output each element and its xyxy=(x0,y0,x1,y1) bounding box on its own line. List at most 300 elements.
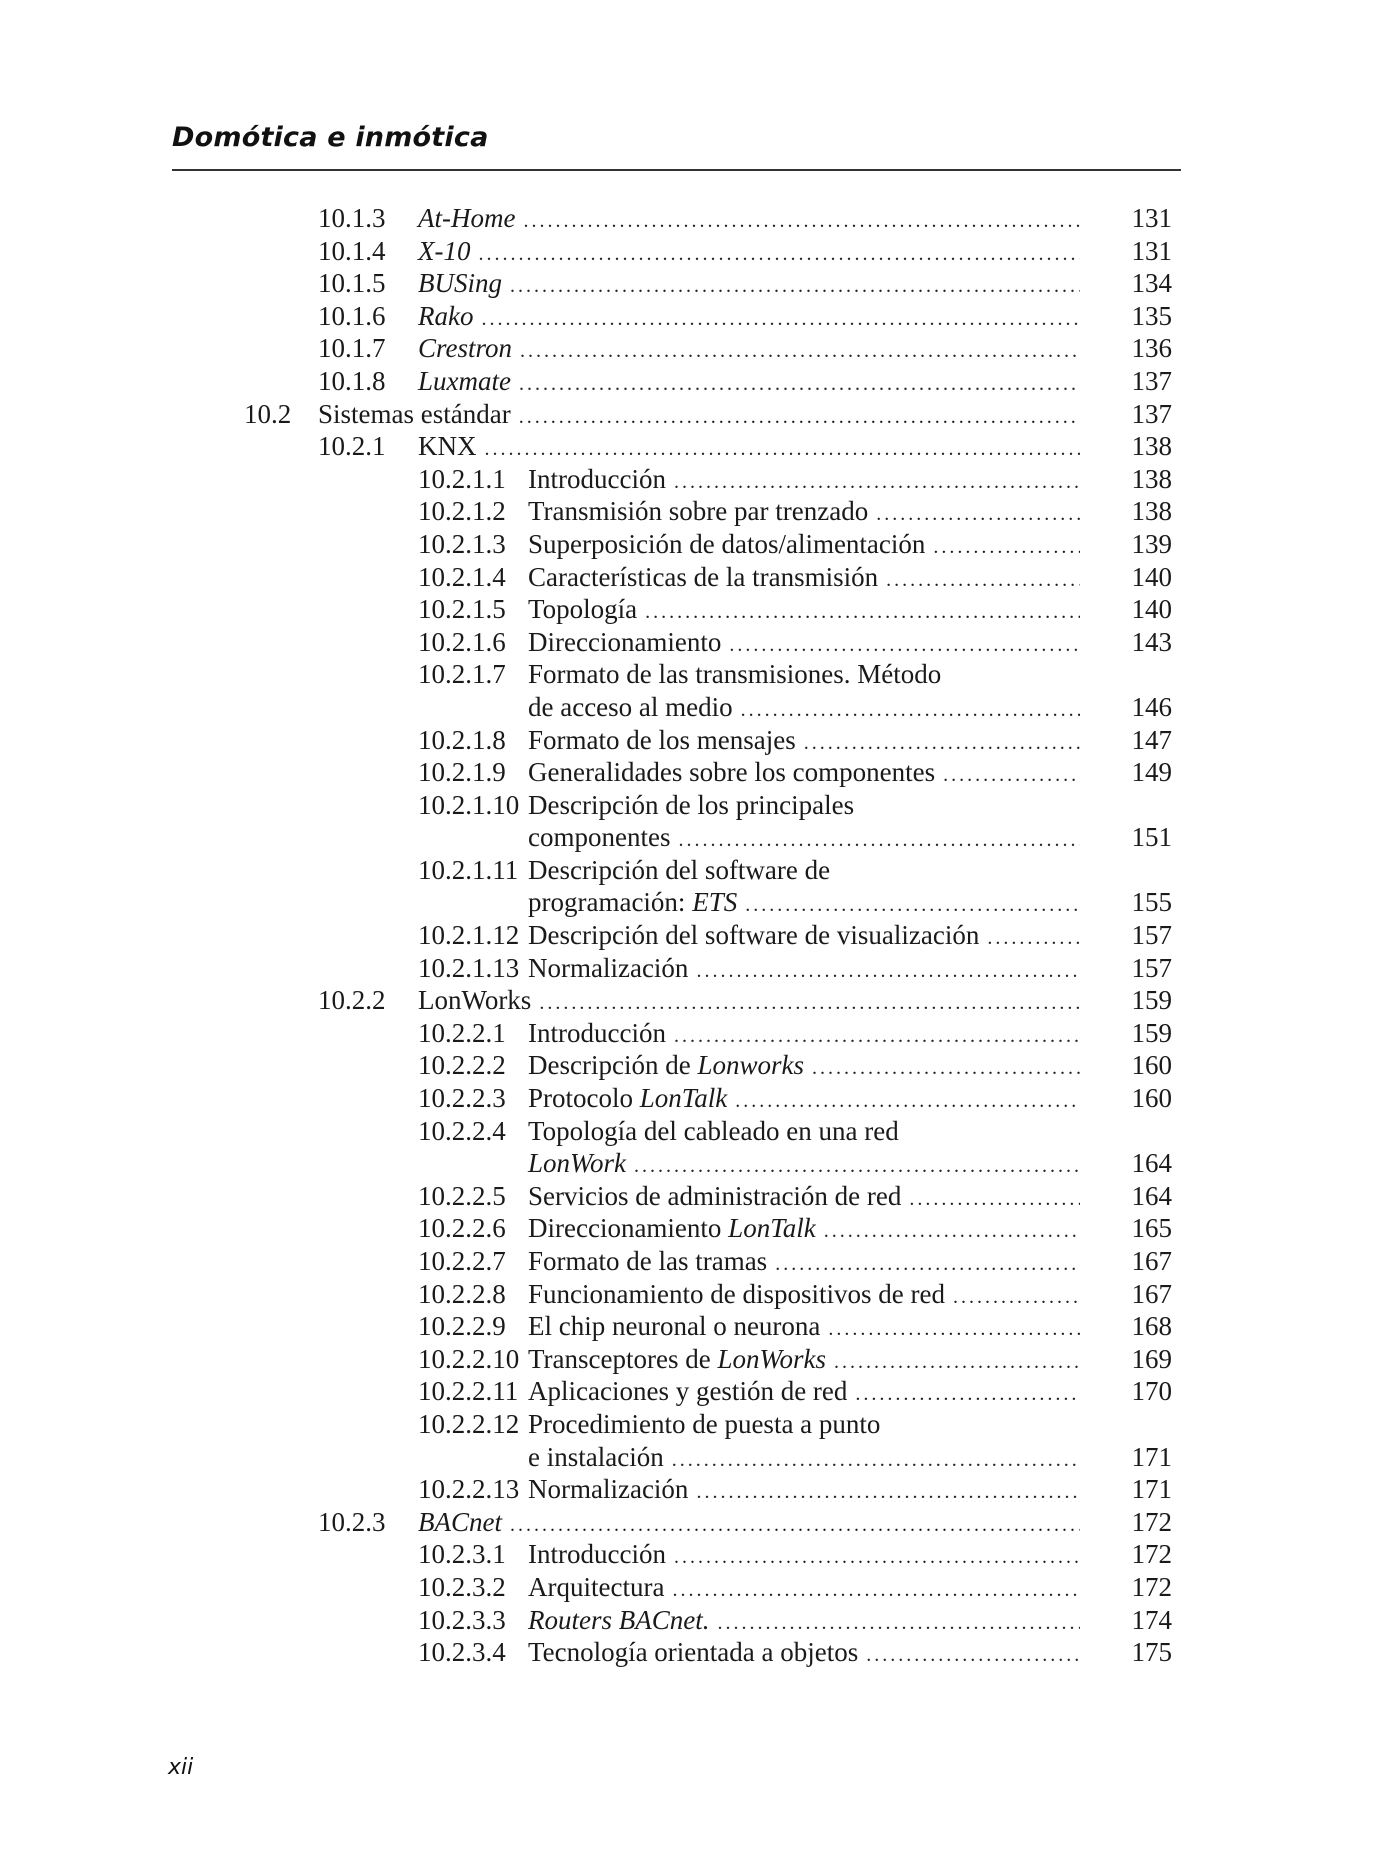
toc-entry-title-box xyxy=(528,1375,1080,1411)
dot-leader xyxy=(520,335,1080,368)
toc-entry-title-box xyxy=(528,658,1080,691)
toc-entry-title xyxy=(528,495,876,528)
toc-entry-title xyxy=(418,430,485,463)
toc-entry xyxy=(0,886,1377,919)
dot-leader xyxy=(510,270,1080,303)
toc-entry-title xyxy=(528,724,804,757)
toc-entry-title-box xyxy=(528,463,1080,499)
toc-entry-page-number: 151 xyxy=(1131,822,1172,853)
dot-leader xyxy=(804,727,1080,760)
toc-entry-page-number: 131 xyxy=(1131,203,1172,233)
toc-entry-title-text: Generalidades sobre los componentes xyxy=(528,757,936,788)
toc-entry-title xyxy=(528,1375,855,1408)
dot-leader xyxy=(775,1248,1080,1281)
toc-entry-page-number: 159 xyxy=(1131,1017,1172,1048)
toc-entry-title-text: Normalización xyxy=(528,952,689,983)
toc-entry xyxy=(0,1441,1377,1474)
toc-entry xyxy=(0,300,1377,333)
toc-entry-title-text: e instalación xyxy=(528,1441,664,1472)
toc-entry xyxy=(0,691,1377,724)
toc-entry-title-text: LonWorks xyxy=(418,985,532,1016)
toc-entry-title-box xyxy=(528,1604,1080,1640)
toc-entry-page-number: 167 xyxy=(1131,1278,1172,1309)
toc-entry-page-number: 138 xyxy=(1131,496,1172,527)
toc-entry-title xyxy=(528,1082,735,1115)
toc-entry-number: 10.2.2.5 xyxy=(418,1180,506,1211)
toc-entry-title-text: El chip neuronal o neurona xyxy=(528,1311,821,1342)
toc-entry-page-number: 157 xyxy=(1131,952,1172,983)
toc-entry xyxy=(0,756,1377,789)
toc-entry-number: 10.2.2.8 xyxy=(418,1278,506,1309)
toc-entry xyxy=(0,1180,1377,1213)
toc-entry-title-box xyxy=(528,1245,1080,1281)
toc-entry-title-box xyxy=(528,1571,1080,1607)
dot-leader xyxy=(678,824,1080,857)
toc-entry-title-box xyxy=(528,528,1080,564)
toc-entry-title-box xyxy=(418,365,1080,401)
toc-entry-page-number: 131 xyxy=(1131,235,1172,266)
dot-leader xyxy=(674,1020,1080,1053)
toc-entry-title-text: X-10 xyxy=(418,235,471,266)
toc-entry-title xyxy=(528,1571,672,1604)
toc-entry-title-text: At-Home xyxy=(418,203,516,233)
toc-entry-title-text: Descripción del software de visualización xyxy=(528,920,980,951)
toc-entry-page-number: 140 xyxy=(1131,561,1172,592)
toc-entry xyxy=(0,1147,1377,1180)
toc-entry-number: 10.2.1.13 xyxy=(418,952,520,983)
toc-entry-title-text: Arquitectura xyxy=(528,1571,665,1602)
toc-entry xyxy=(0,1375,1377,1408)
toc-entry-title-text: Características de la transmisión xyxy=(528,561,879,592)
toc-entry-title xyxy=(528,1212,824,1245)
table-of-contents xyxy=(0,202,1377,1669)
toc-entry-number: 10.1.5 xyxy=(318,268,386,299)
toc-entry xyxy=(0,984,1377,1017)
toc-entry-number: 10.2 xyxy=(244,398,292,429)
toc-entry-page-number: 172 xyxy=(1131,1506,1172,1537)
toc-entry-number: 10.2.2.4 xyxy=(418,1115,506,1146)
toc-entry xyxy=(0,1571,1377,1604)
toc-entry-title-box xyxy=(528,1310,1080,1346)
toc-entry-title-italic: LonWorks xyxy=(717,1343,826,1374)
toc-entry-page-number: 174 xyxy=(1131,1604,1172,1635)
toc-entry-title-text: Servicios de administración de red xyxy=(528,1180,902,1211)
toc-entry-title-box xyxy=(528,1049,1080,1085)
toc-entry-title-box xyxy=(528,593,1080,629)
toc-entry-title xyxy=(528,1441,672,1474)
toc-entry xyxy=(0,1245,1377,1278)
toc-entry-title-text: Descripción del software de xyxy=(528,854,831,885)
toc-entry xyxy=(0,267,1377,300)
toc-entry-page-number: 172 xyxy=(1131,1571,1172,1602)
toc-entry xyxy=(0,1604,1377,1637)
toc-entry xyxy=(0,1278,1377,1311)
toc-entry xyxy=(0,1408,1377,1441)
toc-entry-title xyxy=(528,1180,909,1213)
toc-entry-title-text: Tecnología orientada a objetos xyxy=(528,1637,859,1668)
toc-entry-title-box xyxy=(528,724,1080,760)
dot-leader xyxy=(481,303,1080,336)
toc-entry-number: 10.2.2 xyxy=(318,985,386,1016)
toc-entry-title-text: Transmisión sobre par trenzado xyxy=(528,496,869,527)
toc-entry xyxy=(0,821,1377,854)
toc-entry-page-number: 171 xyxy=(1131,1474,1172,1505)
toc-entry-title-text: Direccionamiento xyxy=(528,1213,729,1244)
toc-entry-title-text: Protocolo xyxy=(528,1083,640,1114)
toc-entry xyxy=(0,1636,1377,1669)
toc-entry-title-box xyxy=(418,202,1080,238)
toc-entry-title xyxy=(528,1473,696,1506)
toc-entry-title-box xyxy=(418,1506,1080,1542)
toc-entry-title xyxy=(528,593,645,626)
toc-entry-title-text: Sistemas estándar xyxy=(318,398,511,429)
toc-entry-title-box xyxy=(418,235,1080,271)
toc-entry-number: 10.2.1.9 xyxy=(418,757,506,788)
toc-entry-number: 10.2.2.11 xyxy=(418,1376,519,1407)
toc-entry-title-text: Descripción de xyxy=(528,1050,698,1081)
dot-leader xyxy=(729,629,1080,662)
toc-entry xyxy=(0,789,1377,822)
toc-entry-title-text: Rako xyxy=(418,300,474,331)
toc-entry-page-number: 146 xyxy=(1131,691,1172,722)
toc-entry-title-box xyxy=(528,1082,1080,1118)
toc-entry-title-box xyxy=(528,1212,1080,1248)
toc-entry-title-box xyxy=(528,1441,1080,1477)
toc-entry-number: 10.2.1.1 xyxy=(418,463,506,494)
toc-entry-title-italic: LonTalk xyxy=(728,1213,816,1244)
toc-entry-page-number: 159 xyxy=(1131,985,1172,1016)
toc-entry-page-number: 147 xyxy=(1131,724,1172,755)
toc-entry-title xyxy=(528,919,987,952)
dot-leader xyxy=(672,1574,1080,1607)
toc-entry-title xyxy=(528,626,729,659)
toc-entry-number: 10.2.1 xyxy=(318,431,386,462)
toc-entry-title-box xyxy=(528,1636,1080,1672)
toc-entry-title xyxy=(528,821,678,854)
toc-entry-number: 10.1.6 xyxy=(318,300,386,331)
toc-entry-number: 10.2.2.12 xyxy=(418,1408,520,1439)
toc-entry-page-number: 175 xyxy=(1131,1637,1172,1668)
dot-leader xyxy=(672,1444,1080,1477)
toc-entry xyxy=(0,952,1377,985)
toc-entry-page-number: 135 xyxy=(1131,300,1172,331)
toc-entry-number: 10.2.2.2 xyxy=(418,1050,506,1081)
toc-entry-number: 10.1.7 xyxy=(318,333,386,364)
toc-entry-number: 10.2.2.7 xyxy=(418,1246,506,1276)
toc-entry-title-text: Introducción xyxy=(528,463,666,494)
toc-entry-title-box xyxy=(528,919,1080,955)
toc-entry-title-box xyxy=(528,821,1080,857)
toc-entry-page-number: 164 xyxy=(1131,1180,1172,1211)
toc-entry-title-text: Formato de las tramas xyxy=(528,1246,768,1276)
toc-entry-title xyxy=(528,886,745,919)
toc-entry-title-text: Transceptores de xyxy=(528,1343,718,1374)
toc-entry-title xyxy=(418,235,478,268)
toc-entry-number: 10.2.1.8 xyxy=(418,724,506,755)
dot-leader xyxy=(539,987,1080,1020)
toc-entry-title xyxy=(528,1538,674,1571)
toc-entry xyxy=(0,626,1377,659)
toc-entry-number: 10.2.3 xyxy=(318,1506,386,1537)
toc-entry xyxy=(0,1082,1377,1115)
dot-leader xyxy=(855,1378,1080,1411)
toc-entry-number: 10.2.3.3 xyxy=(418,1604,506,1635)
toc-entry-title xyxy=(528,691,741,724)
toc-entry-page-number: 169 xyxy=(1131,1343,1172,1374)
toc-entry-number: 10.2.1.12 xyxy=(418,920,520,951)
toc-entry xyxy=(0,1017,1377,1050)
toc-entry-title xyxy=(528,1115,907,1148)
dot-leader xyxy=(812,1052,1080,1085)
toc-entry-title-text: Descripción de los principales xyxy=(528,789,855,820)
toc-entry-title-box xyxy=(318,398,1080,434)
toc-entry-title-italic: LonTalk xyxy=(639,1083,728,1114)
toc-entry-number: 10.2.1.2 xyxy=(418,496,506,527)
toc-entry-page-number: 168 xyxy=(1131,1311,1172,1342)
toc-entry-title xyxy=(418,332,520,365)
toc-entry-number: 10.2.3.2 xyxy=(418,1571,506,1602)
toc-entry-number: 10.2.1.5 xyxy=(418,594,506,625)
header-rule xyxy=(172,169,1181,171)
toc-entry-title xyxy=(418,202,523,235)
toc-entry-title xyxy=(418,300,481,333)
toc-entry-title-text: Aplicaciones y gestión de red xyxy=(528,1376,848,1407)
toc-entry xyxy=(0,365,1377,398)
toc-entry-title-box xyxy=(418,332,1080,368)
dot-leader xyxy=(634,1150,1080,1183)
toc-entry-number: 10.2.1.7 xyxy=(418,659,506,690)
dot-leader xyxy=(645,596,1080,629)
toc-entry-title-box xyxy=(528,495,1080,531)
page-folio: xii xyxy=(168,1755,194,1780)
toc-entry-number: 10.2.2.9 xyxy=(418,1311,506,1342)
toc-entry-page-number: 172 xyxy=(1131,1539,1172,1570)
toc-entry-title-text: Normalización xyxy=(528,1474,689,1505)
toc-entry-number: 10.2.2.10 xyxy=(418,1343,520,1374)
dot-leader xyxy=(696,1476,1080,1509)
toc-entry-page-number: 143 xyxy=(1131,626,1172,657)
toc-entry-page-number: 149 xyxy=(1131,757,1172,788)
dot-leader xyxy=(519,368,1080,401)
toc-entry-number: 10.2.3.1 xyxy=(418,1539,506,1570)
toc-entry-title-text: programación: xyxy=(528,887,693,918)
dot-leader xyxy=(741,694,1080,727)
toc-entry-page-number: 155 xyxy=(1131,887,1172,918)
toc-entry-page-number: 171 xyxy=(1131,1441,1172,1472)
toc-entry-title xyxy=(528,1604,717,1637)
toc-entry-title-box xyxy=(528,1408,1080,1441)
toc-entry-title xyxy=(528,756,943,789)
toc-entry-number: 10.2.3.4 xyxy=(418,1637,506,1668)
toc-entry-title-italic: Lonworks xyxy=(697,1050,804,1081)
dot-leader xyxy=(519,401,1080,434)
toc-entry-title xyxy=(528,463,674,496)
dot-leader xyxy=(909,1183,1080,1216)
toc-entry-title-box xyxy=(418,984,1080,1020)
dot-leader xyxy=(510,1509,1080,1542)
toc-entry-title xyxy=(528,1049,812,1082)
toc-entry xyxy=(0,1343,1377,1376)
toc-entry xyxy=(0,1212,1377,1245)
dot-leader xyxy=(478,238,1080,271)
toc-entry-title-box xyxy=(528,789,1080,822)
toc-entry xyxy=(0,724,1377,757)
dot-leader xyxy=(674,466,1080,499)
toc-entry-page-number: 164 xyxy=(1131,1148,1172,1179)
toc-entry-page-number: 170 xyxy=(1131,1376,1172,1407)
toc-entry-title-italic: LonWork xyxy=(528,1148,627,1179)
toc-entry xyxy=(0,332,1377,365)
toc-entry-number: 10.2.1.6 xyxy=(418,626,506,657)
toc-entry-title xyxy=(318,398,519,431)
toc-entry xyxy=(0,1049,1377,1082)
toc-entry-title-text: Direccionamiento xyxy=(528,626,722,657)
toc-entry-title xyxy=(528,1278,953,1311)
dot-leader xyxy=(696,955,1080,988)
toc-entry-page-number: 160 xyxy=(1131,1083,1172,1114)
toc-entry-number: 10.2.1.11 xyxy=(418,854,519,885)
toc-entry-title-text: BUSing xyxy=(418,268,502,299)
toc-entry xyxy=(0,1538,1377,1571)
toc-entry-number: 10.2.1.4 xyxy=(418,561,506,592)
dot-leader xyxy=(485,433,1081,466)
toc-entry xyxy=(0,430,1377,463)
toc-entry xyxy=(0,1115,1377,1148)
toc-entry-page-number: 136 xyxy=(1131,333,1172,364)
toc-entry-title-box xyxy=(528,854,1080,887)
toc-entry-title-text: Superposición de datos/alimentación xyxy=(528,528,926,559)
dot-leader xyxy=(953,1281,1080,1314)
toc-entry xyxy=(0,235,1377,268)
toc-entry-title-text: Procedimiento de puesta a punto xyxy=(528,1408,881,1439)
toc-entry-title-box xyxy=(528,561,1080,597)
toc-entry xyxy=(0,528,1377,561)
dot-leader xyxy=(943,759,1080,792)
toc-entry-title xyxy=(528,1310,828,1343)
dot-leader xyxy=(717,1607,1080,1640)
dot-leader xyxy=(828,1313,1080,1346)
toc-entry-number: 10.1.4 xyxy=(318,235,386,266)
dot-leader xyxy=(866,1639,1080,1672)
toc-entry-page-number: 157 xyxy=(1131,920,1172,951)
toc-entry-title-box xyxy=(528,886,1080,922)
toc-entry-title-text: Introducción xyxy=(528,1017,666,1048)
toc-entry xyxy=(0,1506,1377,1539)
toc-entry xyxy=(0,398,1377,431)
toc-entry-title xyxy=(528,658,949,691)
toc-entry-title-text: Topología del cableado en una red xyxy=(528,1115,899,1146)
toc-entry-title xyxy=(528,1408,888,1441)
toc-entry-title-text: Luxmate xyxy=(418,365,511,396)
toc-entry-title-box xyxy=(528,1017,1080,1053)
toc-entry-title-box xyxy=(528,1278,1080,1314)
toc-entry-page-number: 160 xyxy=(1131,1050,1172,1081)
toc-entry-page-number: 137 xyxy=(1131,398,1172,429)
toc-entry-title xyxy=(528,952,696,985)
toc-entry-page-number: 165 xyxy=(1131,1213,1172,1244)
toc-entry-title-text: Formato de las transmisiones. Método xyxy=(528,659,942,690)
toc-entry-title-text: Funcionamiento de dispositivos de red xyxy=(528,1278,945,1309)
dot-leader xyxy=(674,1541,1080,1574)
toc-entry-title-box xyxy=(418,267,1080,303)
toc-entry-title xyxy=(418,984,539,1017)
toc-entry-title xyxy=(528,1147,634,1180)
toc-entry xyxy=(0,495,1377,528)
toc-entry-title-box xyxy=(418,430,1080,466)
toc-entry-title-text: Crestron xyxy=(418,333,513,364)
running-header-title: Domótica e inmótica xyxy=(172,122,489,153)
toc-entry xyxy=(0,561,1377,594)
toc-entry xyxy=(0,919,1377,952)
toc-entry-title xyxy=(528,1343,834,1376)
toc-entry-number: 10.2.2.6 xyxy=(418,1213,506,1244)
dot-leader xyxy=(876,498,1080,531)
toc-entry-title-box xyxy=(528,691,1080,727)
toc-entry xyxy=(0,854,1377,887)
toc-entry-title-text: Topología xyxy=(528,594,638,625)
toc-entry-title-text: BACnet xyxy=(418,1506,502,1537)
toc-entry-title-box xyxy=(528,1180,1080,1216)
toc-entry xyxy=(0,1310,1377,1343)
toc-entry-title-box xyxy=(528,1147,1080,1183)
toc-entry-title-box xyxy=(528,952,1080,988)
dot-leader xyxy=(834,1346,1080,1379)
toc-entry xyxy=(0,1473,1377,1506)
toc-entry-title-box xyxy=(528,626,1080,662)
toc-entry-number: 10.1.8 xyxy=(318,365,386,396)
toc-entry xyxy=(0,658,1377,691)
dot-leader xyxy=(933,531,1080,564)
toc-entry-title-text: Formato de los mensajes xyxy=(528,724,796,755)
toc-entry-page-number: 137 xyxy=(1131,365,1172,396)
toc-entry-title-text: componentes xyxy=(528,822,671,853)
toc-entry xyxy=(0,463,1377,496)
toc-entry-page-number: 134 xyxy=(1131,268,1172,299)
toc-entry-title-box xyxy=(528,1473,1080,1509)
toc-entry-title xyxy=(528,1636,866,1669)
toc-entry-number: 10.2.2.3 xyxy=(418,1083,506,1114)
dot-leader xyxy=(523,205,1080,238)
dot-leader xyxy=(735,1085,1080,1118)
toc-entry-page-number: 139 xyxy=(1131,528,1172,559)
dot-leader xyxy=(824,1215,1080,1248)
dot-leader xyxy=(745,889,1080,922)
toc-entry-title-text: KNX xyxy=(418,431,477,462)
toc-entry-number: 10.2.2.1 xyxy=(418,1017,506,1048)
toc-entry-title-box xyxy=(418,300,1080,336)
toc-entry-number: 10.2.1.3 xyxy=(418,528,506,559)
toc-entry-title xyxy=(418,267,510,300)
toc-entry-title xyxy=(528,854,838,887)
toc-entry-page-number: 138 xyxy=(1131,463,1172,494)
toc-entry-title xyxy=(528,561,886,594)
toc-entry-title xyxy=(528,789,862,822)
toc-entry-title-box xyxy=(528,1115,1080,1148)
toc-entry-number: 10.2.2.13 xyxy=(418,1474,520,1505)
toc-entry-title-box xyxy=(528,756,1080,792)
toc-entry-title xyxy=(418,1506,510,1539)
toc-entry-title-text: Routers BACnet. xyxy=(528,1604,710,1635)
toc-entry-title-box xyxy=(528,1538,1080,1574)
dot-leader xyxy=(987,922,1080,955)
toc-entry-title xyxy=(418,365,519,398)
toc-entry xyxy=(0,593,1377,626)
toc-entry-title-text: Introducción xyxy=(528,1539,666,1570)
dot-leader xyxy=(886,564,1080,597)
toc-entry-title xyxy=(528,528,933,561)
toc-entry-page-number: 140 xyxy=(1131,594,1172,625)
toc-entry-title xyxy=(528,1017,674,1050)
